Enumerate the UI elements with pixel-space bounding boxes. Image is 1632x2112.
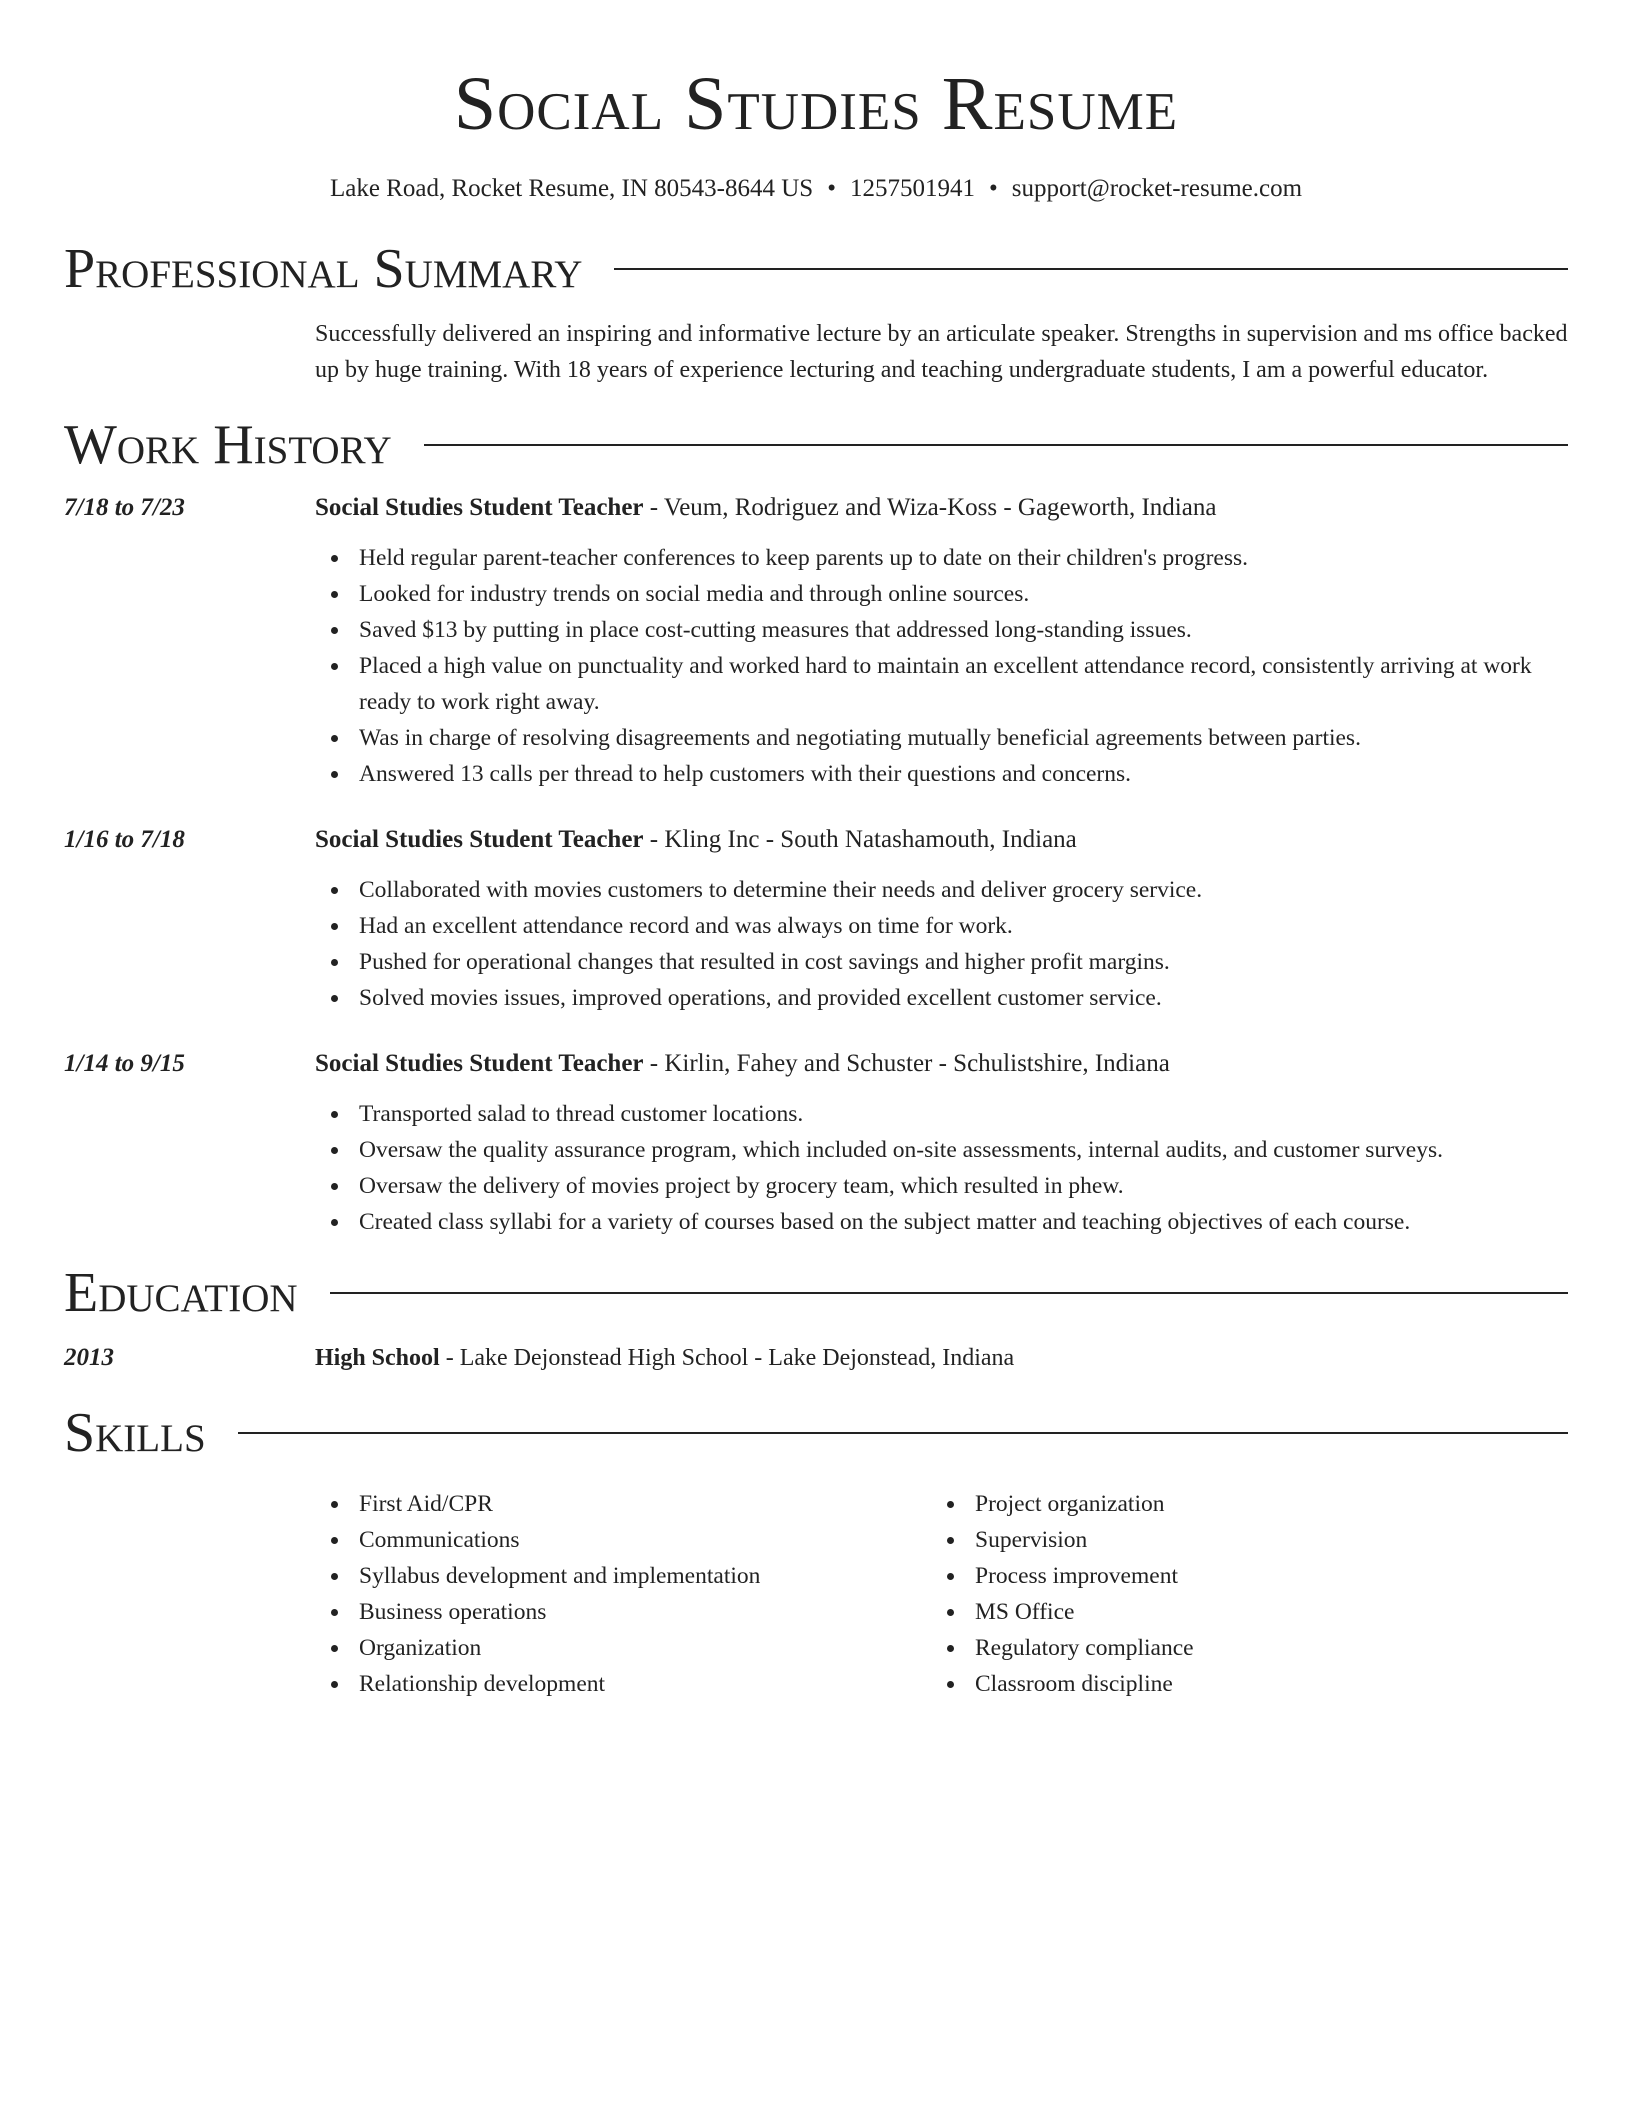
skills-list-left [315,1486,931,1702]
education-line [315,1340,1568,1376]
job-bullet: Answered 13 calls per thread to help customers with their questions and concerns. [315,756,1568,792]
job-bullet: Pushed for operational changes that resulted in cost savings and higher profit margins. [315,944,1568,980]
skills-columns [315,1486,1568,1702]
job-bullet: Placed a high value on punctuality and worked hard to maintain an excellent attendance record, consistently arriving at work ready to work right away. [315,648,1568,720]
contact-line [64,172,1568,206]
skills-row [64,1486,1568,1702]
skill-item: Syllabus development and implementation [315,1558,931,1594]
skills-gutter [64,1486,315,1702]
section-heading-summary [64,234,1568,304]
job-bullet: Saved $13 by putting in place cost-cutting measures that addressed long-standing issues. [315,612,1568,648]
job-employer-location: - Kling Inc - South Natashamouth, Indiana [643,826,1077,853]
education-entry [64,1340,1568,1376]
skill-item: Organization [315,1630,931,1666]
job-bullet: Solved movies issues, improved operations, and provided excellent customer service. [315,980,1568,1016]
job-heading-line [315,490,1568,526]
job-dates: 7/18 to 7/23 [64,494,185,521]
section-heading-label: Education [64,1262,298,1324]
resume-title: Social Studies Resume [453,62,1179,146]
job-entry [64,822,1568,1016]
education-year: 2013 [64,1344,114,1371]
job-bullet: Looked for industry trends on social media and through online sources. [315,576,1568,612]
job-bullet: Had an excellent attendance record and was always on time for work. [315,908,1568,944]
skill-item: Supervision [931,1522,1547,1558]
job-title: Social Studies Student Teacher [315,494,644,521]
education-degree: High School [315,1345,440,1371]
section-heading-label: Professional Summary [64,238,583,300]
contact-email: support@rocket-resume.com [1011,175,1303,202]
section-heading-education [64,1258,1568,1328]
job-dates: 1/16 to 7/18 [64,826,185,853]
job-dates: 1/14 to 9/15 [64,1050,185,1077]
job-bullet: Transported salad to thread customer locations. [315,1096,1568,1132]
section-rule [238,1432,1568,1434]
job-employer-location: - Veum, Rodriguez and Wiza-Koss - Gageworth, Indiana [643,494,1217,521]
summary-text: Successfully delivered an inspiring and informative lecture by an articulate speaker. Strengths in supervision and ms office backed up by huge training. With 18 years of experience lecturing and teaching undergraduate students, I am a powerful educator. [315,321,1568,383]
section-rule [330,1292,1568,1294]
skill-item: Business operations [315,1594,931,1630]
job-bullet: Oversaw the delivery of movies project by grocery team, which resulted in phew. [315,1168,1568,1204]
section-heading-work-history [64,410,1568,480]
section-rule [424,444,1568,446]
job-bullet-list [315,872,1568,1016]
contact-separator: • [988,175,998,202]
skill-item: First Aid/CPR [315,1486,931,1522]
summary-gutter [64,316,315,388]
job-bullet-list [315,1096,1568,1240]
job-bullet: Held regular parent-teacher conferences to keep parents up to date on their children's progress. [315,540,1568,576]
job-bullet-list [315,540,1568,792]
job-heading-line [315,822,1568,858]
resume-page [64,0,1568,1702]
section-heading-label: Work History [64,414,392,476]
skill-item: Classroom discipline [931,1666,1547,1702]
job-title: Social Studies Student Teacher [315,1050,644,1077]
job-entry [64,1046,1568,1240]
job-body [315,490,1568,792]
job-bullet: Was in charge of resolving disagreements and negotiating mutually beneficial agreements between parties. [315,720,1568,756]
section-rule [614,268,1568,270]
job-bullet: Created class syllabi for a variety of courses based on the subject matter and teaching objectives of each course. [315,1204,1568,1240]
job-heading-line [315,1046,1568,1082]
skill-item: Communications [315,1522,931,1558]
skill-item: Process improvement [931,1558,1547,1594]
section-heading-skills [64,1398,1568,1468]
skill-item: MS Office [931,1594,1547,1630]
section-heading-label: Skills [64,1402,206,1464]
skills-list-right [931,1486,1547,1702]
job-employer-location: - Kirlin, Fahey and Schuster - Schulistshire, Indiana [643,1050,1170,1077]
job-bullet: Collaborated with movies customers to determine their needs and deliver grocery service. [315,872,1568,908]
job-body [315,1046,1568,1240]
summary-row [64,316,1568,388]
job-list [64,490,1568,1240]
skill-item: Relationship development [315,1666,931,1702]
skill-item: Regulatory compliance [931,1630,1547,1666]
contact-phone: 1257501941 [849,175,975,202]
job-title: Social Studies Student Teacher [315,826,644,853]
job-entry [64,490,1568,792]
contact-address: Lake Road, Rocket Resume, IN 80543-8644 US [329,175,814,202]
contact-separator: • [827,175,836,202]
job-body [315,822,1568,1016]
education-details: - Lake Dejonstead High School - Lake Dejonstead, Indiana [439,1345,1015,1371]
skill-item: Project organization [931,1486,1547,1522]
job-bullet: Oversaw the quality assurance program, which included on-site assessments, internal audits, and customer surveys. [315,1132,1568,1168]
